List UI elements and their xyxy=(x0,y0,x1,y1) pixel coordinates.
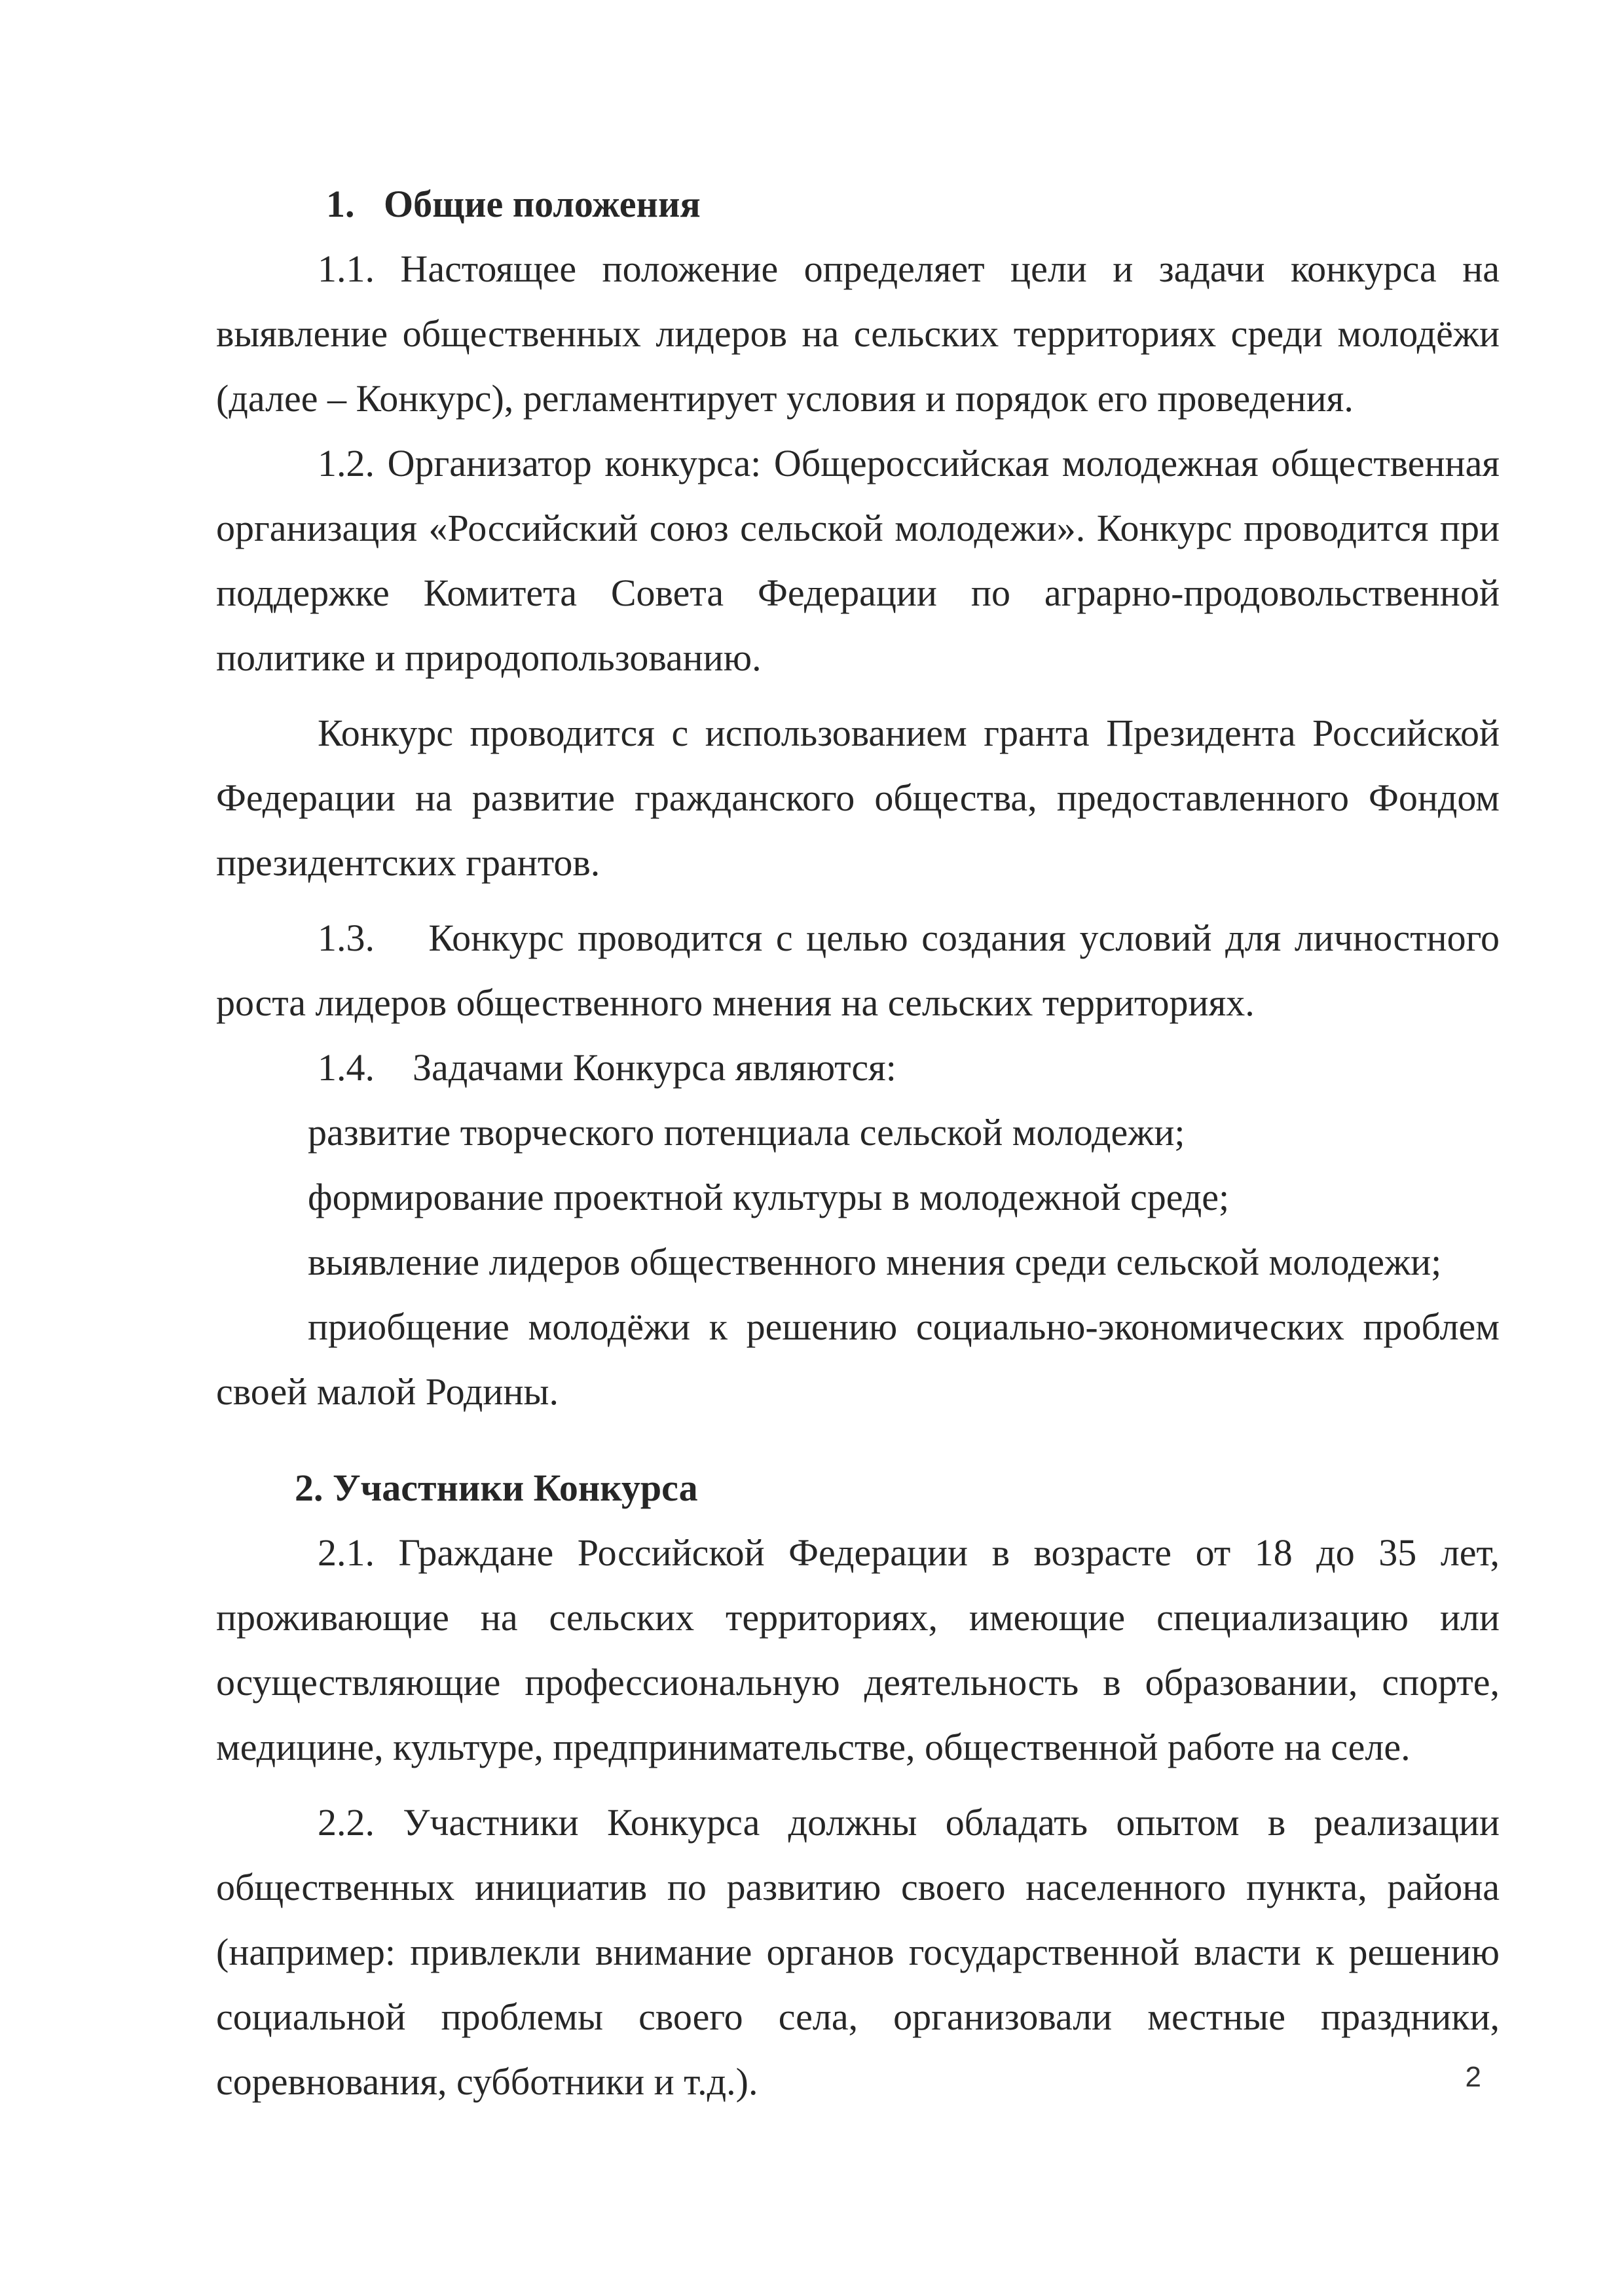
paragraph-1-3-text: Конкурс проводится с целью создания условий для личностного роста лидеров общественного мнения на сельских территориях. xyxy=(216,917,1500,1024)
paragraph-1-2: 1.2. Организатор конкурса: Общероссийская молодежная общественная организация «Российский союз сельской молодежи». Конкурс проводится при поддержке Комитета Совета Федерации по аграрно-продовольственной политике и природопользованию. xyxy=(216,442,1500,679)
paragraph-1-1: 1.1. Настоящее положение определяет цели и задачи конкурса на выявление общественных лидеров на сельских территориях среди молодёжи (далее – Конкурс), регламентирует условия и порядок его проведения. xyxy=(216,247,1500,420)
section-2-heading: 2. Участники Конкурса xyxy=(295,1467,698,1509)
task-item: приобщение молодёжи к решению социально-экономических проблем своей малой Родины. xyxy=(216,1305,1500,1413)
document-body xyxy=(216,172,1500,2114)
task-item: выявление лидеров общественного мнения среди сельской молодежи; xyxy=(308,1241,1442,1283)
paragraph-2-2: 2.2. Участники Конкурса должны обладать опытом в реализации общественных инициатив по развитию своего населенного пункта, района (например: привлекли внимание органов государственной власти к решению социальной проблемы своего села, организовали местные праздники, соревнования, субботники и т.д.). xyxy=(216,1801,1500,2103)
paragraph-1-4-text: Задачами Конкурса являются: xyxy=(413,1046,896,1089)
paragraph-2-1: 2.1. Граждане Российской Федерации в возрасте от 18 до 35 лет, проживающие на сельских территориях, имеющие специализацию или осуществляющие профессиональную деятельность в образовании, спорте, медицине, культуре, предпринимательстве, общественной работе на селе. xyxy=(216,1531,1500,1768)
paragraph-1-3 xyxy=(216,905,1500,1035)
task-item: развитие творческого потенциала сельской молодежи; xyxy=(308,1111,1185,1154)
paragraph-grant: Конкурс проводится с использованием гранта Президента Российской Федерации на развитие гражданского общества, предоставленного Фондом президентских грантов. xyxy=(216,712,1500,884)
task-item: формирование проектной культуры в молодежной среде; xyxy=(308,1176,1230,1218)
section-1-heading xyxy=(216,172,1500,236)
paragraph-1-4-number: 1.4. xyxy=(318,1046,375,1089)
paragraph-1-3-number: 1.3. xyxy=(318,917,375,959)
paragraph-1-4 xyxy=(216,1035,1500,1100)
page-number: 2 xyxy=(1465,2061,1481,2093)
section-1-number: 1. xyxy=(326,183,355,225)
section-1-title: Общие положения xyxy=(384,183,701,225)
